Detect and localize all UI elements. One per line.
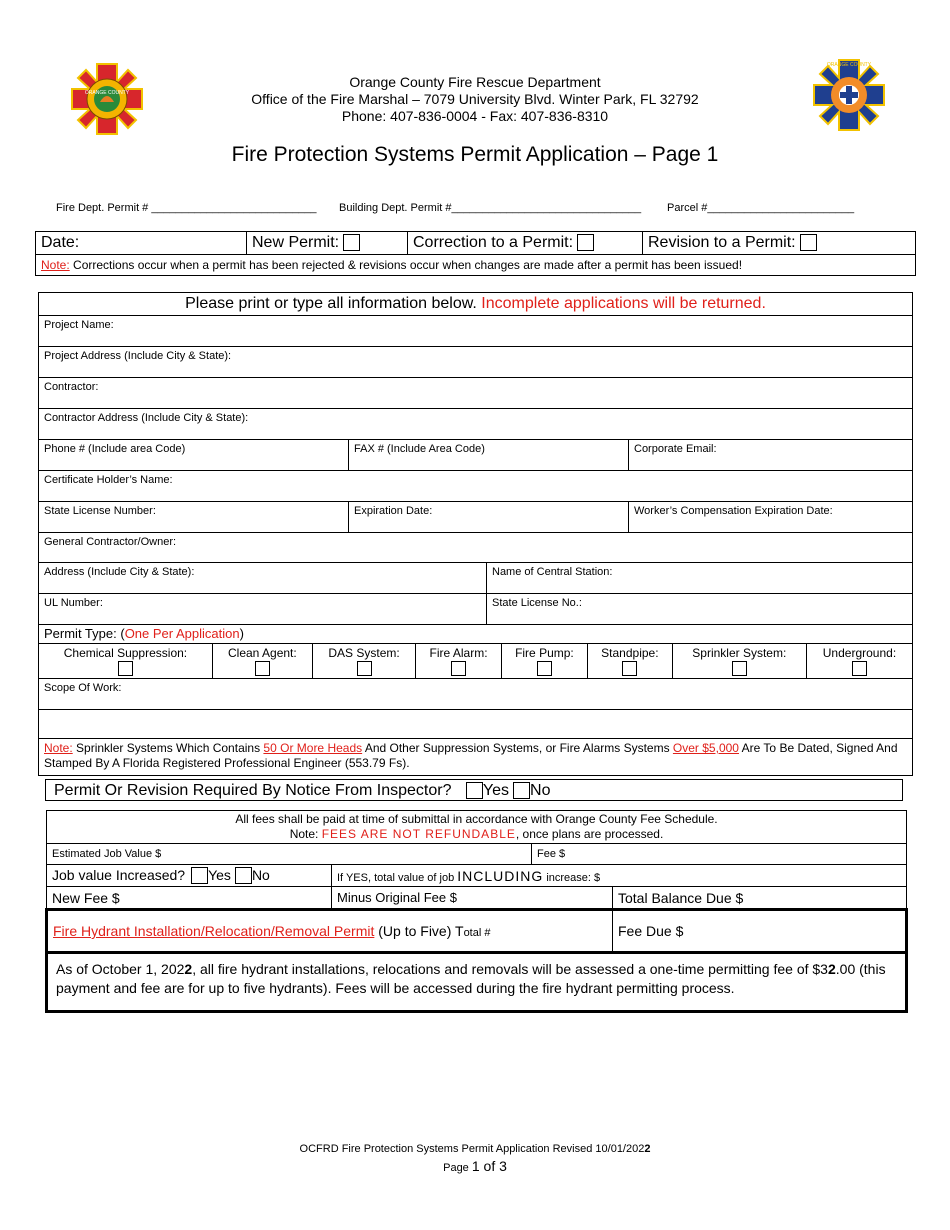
logo-right-text: ORANGE COUNTY <box>826 62 872 68</box>
fee-label: Fee $ <box>537 848 566 860</box>
footer-revised-bold: 2 <box>644 1143 651 1155</box>
state-license-label: State License Number: <box>44 505 156 517</box>
estimated-job-value-field[interactable] <box>47 844 532 865</box>
contractor-field[interactable] <box>39 378 913 409</box>
phone-field[interactable] <box>39 440 349 471</box>
job-increased-yes-label: Yes <box>208 866 231 883</box>
state-license-field[interactable] <box>39 502 349 533</box>
inspector-yes-label: Yes <box>482 782 510 799</box>
permit-type-option-label: Sprinkler System: <box>692 646 787 660</box>
expiration-label: Expiration Date: <box>354 505 433 517</box>
permit-type-checkbox[interactable] <box>451 661 466 676</box>
logo-left-text: ORANGE COUNTY <box>84 90 130 96</box>
permit-type-checkbox[interactable] <box>118 661 133 676</box>
engineer-note-part3: Are To Be Dated, Signed And Stamped By A Florida Registered Professional Engineer (553.79 Fs). <box>44 741 898 770</box>
general-contractor-label: General Contractor/Owner: <box>44 536 177 548</box>
date-field[interactable] <box>36 232 247 255</box>
page-number <box>0 1158 950 1176</box>
total-balance-label: Total Balance Due $ <box>618 889 744 906</box>
applicant-info-table <box>38 292 913 776</box>
job-increased-no-checkbox[interactable] <box>235 867 252 884</box>
permit-type-option-label: Underground: <box>822 646 897 660</box>
building-dept-permit-field[interactable]: Building Dept. Permit #_______________________________ <box>339 202 642 214</box>
engineer-note-part1: Sprinkler Systems Which Contains <box>72 741 264 755</box>
phone-fax: Phone: 407-836-0004 - Fax: 407-836-8310 <box>341 108 609 124</box>
phone-label: Phone # (Include area Code) <box>44 443 186 455</box>
hydrant-note-3: .00 (this payment and fee are for up to five hydrants). Fees will be accessed during the fire hydrant permitting process. <box>56 961 886 996</box>
contractor-address-label: Contractor Address (Include City & State): <box>44 412 249 424</box>
state-license-no-field[interactable] <box>487 594 913 625</box>
page-pre: Page <box>443 1162 472 1174</box>
new-permit-label: New Permit: <box>252 234 340 251</box>
estimated-job-value-label: Estimated Job Value $ <box>52 848 162 860</box>
permit-type-option[interactable] <box>806 644 912 679</box>
office-address: Office of the Fire Marshal – 7079 University Blvd. Winter Park, FL 32792 <box>251 91 699 107</box>
permit-type-option[interactable] <box>588 644 673 679</box>
fees-table <box>45 810 908 1013</box>
ul-number-field[interactable] <box>39 594 487 625</box>
hydrant-fee-notice <box>47 953 907 1012</box>
permit-type-option[interactable] <box>416 644 501 679</box>
fee-field[interactable] <box>532 844 907 865</box>
contractor-label: Contractor: <box>44 381 99 393</box>
contractor-address-field[interactable] <box>39 409 913 440</box>
inspector-no-checkbox[interactable] <box>513 782 530 799</box>
permit-type-option[interactable] <box>39 644 212 679</box>
address-label: Address (Include City & State): <box>44 566 195 578</box>
permit-type-checkbox[interactable] <box>732 661 747 676</box>
hydrant-note-bold2: 2 <box>827 961 836 977</box>
engineer-note-over: Over $5,000 <box>672 741 739 755</box>
fee-due-label: Fee Due $ <box>618 923 684 939</box>
department-name: Orange County Fire Rescue Department <box>349 74 601 90</box>
permit-type-option-label: Chemical Suppression: <box>63 646 188 660</box>
new-permit-checkbox[interactable] <box>343 234 360 251</box>
total-value-field[interactable] <box>332 865 907 887</box>
project-address-field[interactable] <box>39 347 913 378</box>
email-label: Corporate Email: <box>634 443 717 455</box>
permit-status-table <box>35 231 916 276</box>
fees-note-label: Note: <box>289 827 322 841</box>
fee-due-field[interactable] <box>613 910 907 953</box>
general-contractor-field[interactable] <box>39 533 913 563</box>
cert-holder-label: Certificate Holder’s Name: <box>44 474 173 486</box>
central-station-label: Name of Central Station: <box>492 566 613 578</box>
fees-line2-post: , once plans are processed. <box>515 827 664 841</box>
correction-label: Correction to a Permit: <box>413 234 574 251</box>
fees-line1: All fees shall be paid at time of submittal in accordance with Orange County Fee Schedule. <box>235 812 718 826</box>
page-title: Fire Protection Systems Permit Application – Page 1 <box>231 143 719 166</box>
hydrant-note-bold: 2 <box>184 961 193 977</box>
inspector-no-label: No <box>530 782 551 799</box>
expiration-field[interactable] <box>349 502 629 533</box>
permit-type-checkbox[interactable] <box>537 661 552 676</box>
hydrant-note-2: , all fire hydrant installations, relocations and removals will be assessed a one-time permitting fee of $3 <box>192 961 828 977</box>
permit-type-checkbox[interactable] <box>255 661 270 676</box>
if-yes-post: increase: $ <box>543 871 601 884</box>
workers-comp-field[interactable] <box>629 502 913 533</box>
project-address-label: Project Address (Include City & State): <box>44 350 232 362</box>
new-fee-field[interactable] <box>47 887 332 910</box>
permit-type-option-label: Standpipe: <box>601 646 659 660</box>
inspector-question: Permit Or Revision Required By Notice From Inspector? <box>54 782 452 799</box>
engineer-note-label: Note: <box>44 741 73 755</box>
hydrant-note-1: As of October 1, 202 <box>56 961 185 977</box>
address-field[interactable] <box>39 563 487 594</box>
permit-type-option[interactable] <box>501 644 587 679</box>
instruction-text: Please print or type all information below. <box>185 295 477 312</box>
permit-type-close: ) <box>239 626 244 641</box>
instruction-warning: Incomplete applications will be returned. <box>481 295 766 312</box>
hydrant-permit-label: Fire Hydrant Installation/Relocation/Removal Permit <box>53 923 375 939</box>
project-name-field[interactable] <box>39 316 913 347</box>
permit-type-option[interactable] <box>212 644 312 679</box>
workers-comp-label: Worker’s Compensation Expiration Date: <box>634 505 833 517</box>
permit-type-note: One Per Application <box>124 626 240 641</box>
permit-type-option-label: DAS System: <box>328 646 400 660</box>
state-license-no-label: State License No.: <box>492 597 582 609</box>
permit-type-label: Permit Type: ( <box>44 626 125 641</box>
footer-revised-text: OCFRD Fire Protection Systems Permit Application Revised 10/01/202 <box>299 1143 645 1155</box>
scope-of-work-field[interactable] <box>39 679 913 710</box>
fees-not-refundable: FEES ARE NOT REFUNDABLE <box>321 827 516 841</box>
central-station-field[interactable] <box>487 563 913 594</box>
fire-dept-permit-field[interactable]: Fire Dept. Permit # ___________________________ <box>56 202 317 214</box>
inspector-question-row <box>45 779 903 801</box>
fax-field[interactable] <box>349 440 629 471</box>
job-increased-label: Job value Increased? <box>52 866 186 883</box>
note-label: Note: <box>41 258 70 272</box>
scope-of-work-extra-line[interactable] <box>39 710 913 739</box>
permit-type-option-label: Clean Agent: <box>227 646 297 660</box>
permit-type-options <box>39 643 912 678</box>
date-label: Date: <box>41 234 80 251</box>
hydrant-total: otal # <box>463 927 491 939</box>
inspector-yes-checkbox[interactable] <box>466 782 483 799</box>
revision-checkbox[interactable] <box>800 234 817 251</box>
permit-type-checkbox[interactable] <box>852 661 867 676</box>
fax-label: FAX # (Include Area Code) <box>354 443 485 455</box>
email-field[interactable] <box>629 440 913 471</box>
parcel-field[interactable]: Parcel #________________________ <box>667 202 855 214</box>
job-increased-no-label: No <box>251 866 270 883</box>
permit-type-checkbox[interactable] <box>622 661 637 676</box>
if-yes-including: INCLUDING <box>457 867 544 884</box>
permit-type-option[interactable] <box>672 644 806 679</box>
job-increased-row <box>47 865 332 887</box>
if-yes-label: If YES, total value of job <box>337 871 458 884</box>
status-note-text: Corrections occur when a permit has been rejected & revisions occur when changes are made after a permit has been issued! <box>69 258 743 272</box>
total-balance-field[interactable] <box>613 887 907 910</box>
new-fee-label: New Fee $ <box>52 889 120 906</box>
permit-type-checkbox[interactable] <box>357 661 372 676</box>
project-name-label: Project Name: <box>44 319 114 331</box>
correction-checkbox[interactable] <box>577 234 594 251</box>
revision-label: Revision to a Permit: <box>648 234 796 251</box>
footer-revised <box>0 1143 950 1155</box>
scope-of-work-label: Scope Of Work: <box>44 682 122 694</box>
minus-original-fee-field[interactable] <box>332 887 613 910</box>
page-num: 1 of 3 <box>471 1158 507 1174</box>
hydrant-permit-field[interactable] <box>47 910 613 953</box>
cert-holder-field[interactable] <box>39 471 913 502</box>
hydrant-up-to: (Up to Five) T <box>374 923 464 939</box>
ul-number-label: UL Number: <box>44 597 103 609</box>
engineer-note-heads: 50 Or More Heads <box>263 741 363 755</box>
permit-type-option-label: Fire Alarm: <box>429 646 488 660</box>
engineer-note <box>39 739 913 776</box>
engineer-note-part2: And Other Suppression Systems, or Fire Alarms Systems <box>362 741 673 755</box>
minus-original-fee-label: Minus Original Fee $ <box>337 890 457 905</box>
permit-type-option[interactable] <box>312 644 416 679</box>
permit-type-option-label: Fire Pump: <box>515 646 574 660</box>
job-increased-yes-checkbox[interactable] <box>191 867 208 884</box>
